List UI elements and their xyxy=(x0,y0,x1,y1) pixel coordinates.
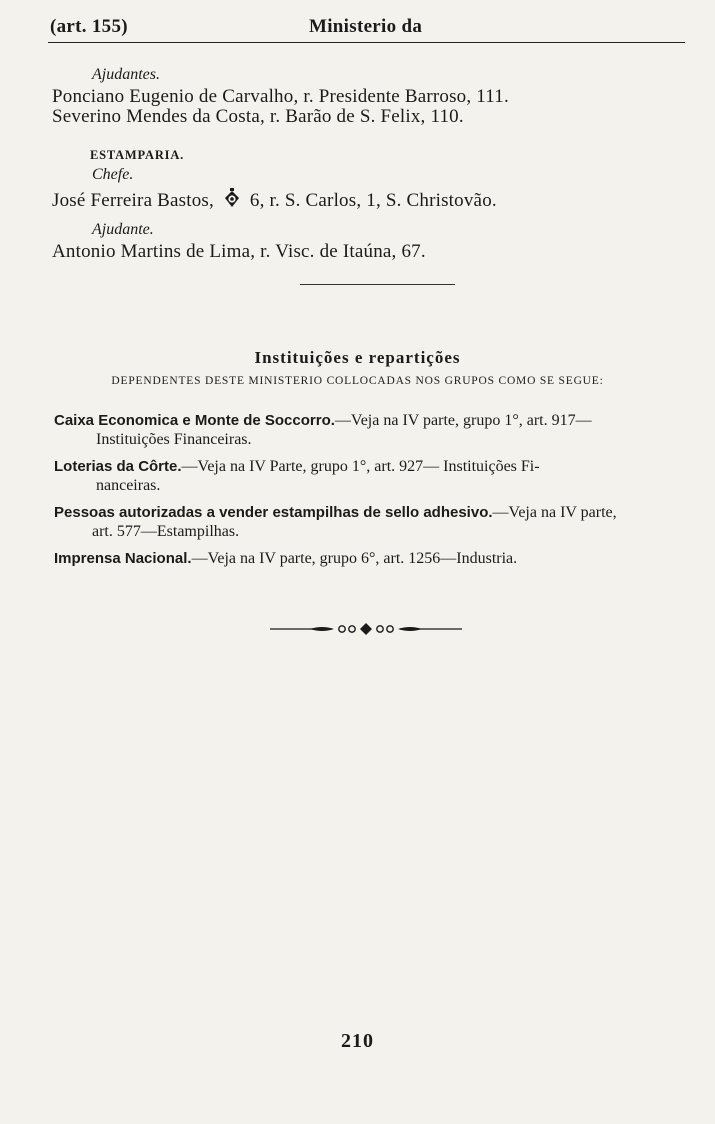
entry-3-line-2: art. 577—Estampilhas. xyxy=(92,523,240,540)
entry-2-title: Loterias da Côrte. xyxy=(54,458,182,475)
chefe-name: José Ferreira Bastos, xyxy=(52,190,214,211)
entry-1-text: —Veja na IV parte, grupo 1°, art. 917— xyxy=(334,412,592,429)
entry-1-title: Caixa Economica e Monte de Soccorro. xyxy=(54,412,335,429)
entry-4-title: Imprensa Nacional. xyxy=(54,550,192,567)
entry-4-text: —Veja na IV parte, grupo 6°, art. 1256—Industria. xyxy=(191,550,518,567)
entry-2-line-1 xyxy=(54,458,540,476)
section-title: Instituições e repartições xyxy=(254,348,461,367)
chefe-label: Chefe. xyxy=(92,166,134,183)
entry-3-text: —Veja na IV parte, xyxy=(492,504,617,521)
estamparia-heading: ESTAMPARIA. xyxy=(90,148,185,162)
header-rule xyxy=(48,42,685,43)
running-header: Ministerio da xyxy=(309,16,423,37)
entry-2-text: —Veja na IV Parte, grupo 1°, art. 927— Instituições Fi- xyxy=(181,458,540,475)
section-subtitle: DEPENDENTES DESTE MINISTERIO COLLOCADAS NOS GRUPOS COMO SE SEGUE: xyxy=(111,375,604,387)
article-reference: (art. 155) xyxy=(50,16,128,37)
entry-2-line-2: nanceiras. xyxy=(96,477,161,494)
entry-1-line-1 xyxy=(54,412,592,430)
order-medal-icon xyxy=(223,188,241,214)
entry-1-line-2: Instituições Financeiras. xyxy=(96,431,252,448)
chefe-entry xyxy=(52,188,497,214)
ornament-divider-icon xyxy=(270,622,462,636)
entry-3-line-1 xyxy=(54,504,617,522)
chefe-address: 6, r. S. Carlos, 1, S. Christovão. xyxy=(249,190,497,211)
ajudante-entry-2: Severino Mendes da Costa, r. Barão de S. Felix, 110. xyxy=(52,106,464,127)
ajudante-entry-1: Ponciano Eugenio de Carvalho, r. Presidente Barroso, 111. xyxy=(52,86,509,107)
entry-3-title: Pessoas autorizadas a vender estampilhas de sello adhesivo. xyxy=(54,504,493,521)
ajudantes-label: Ajudantes. xyxy=(92,66,160,83)
ajudante-label: Ajudante. xyxy=(92,221,154,238)
ajudante-entry-3: Antonio Martins de Lima, r. Visc. de Itaúna, 67. xyxy=(52,241,426,262)
section-rule xyxy=(300,284,455,285)
page-number: 210 xyxy=(341,1030,374,1052)
entry-4-line-1 xyxy=(54,550,517,568)
